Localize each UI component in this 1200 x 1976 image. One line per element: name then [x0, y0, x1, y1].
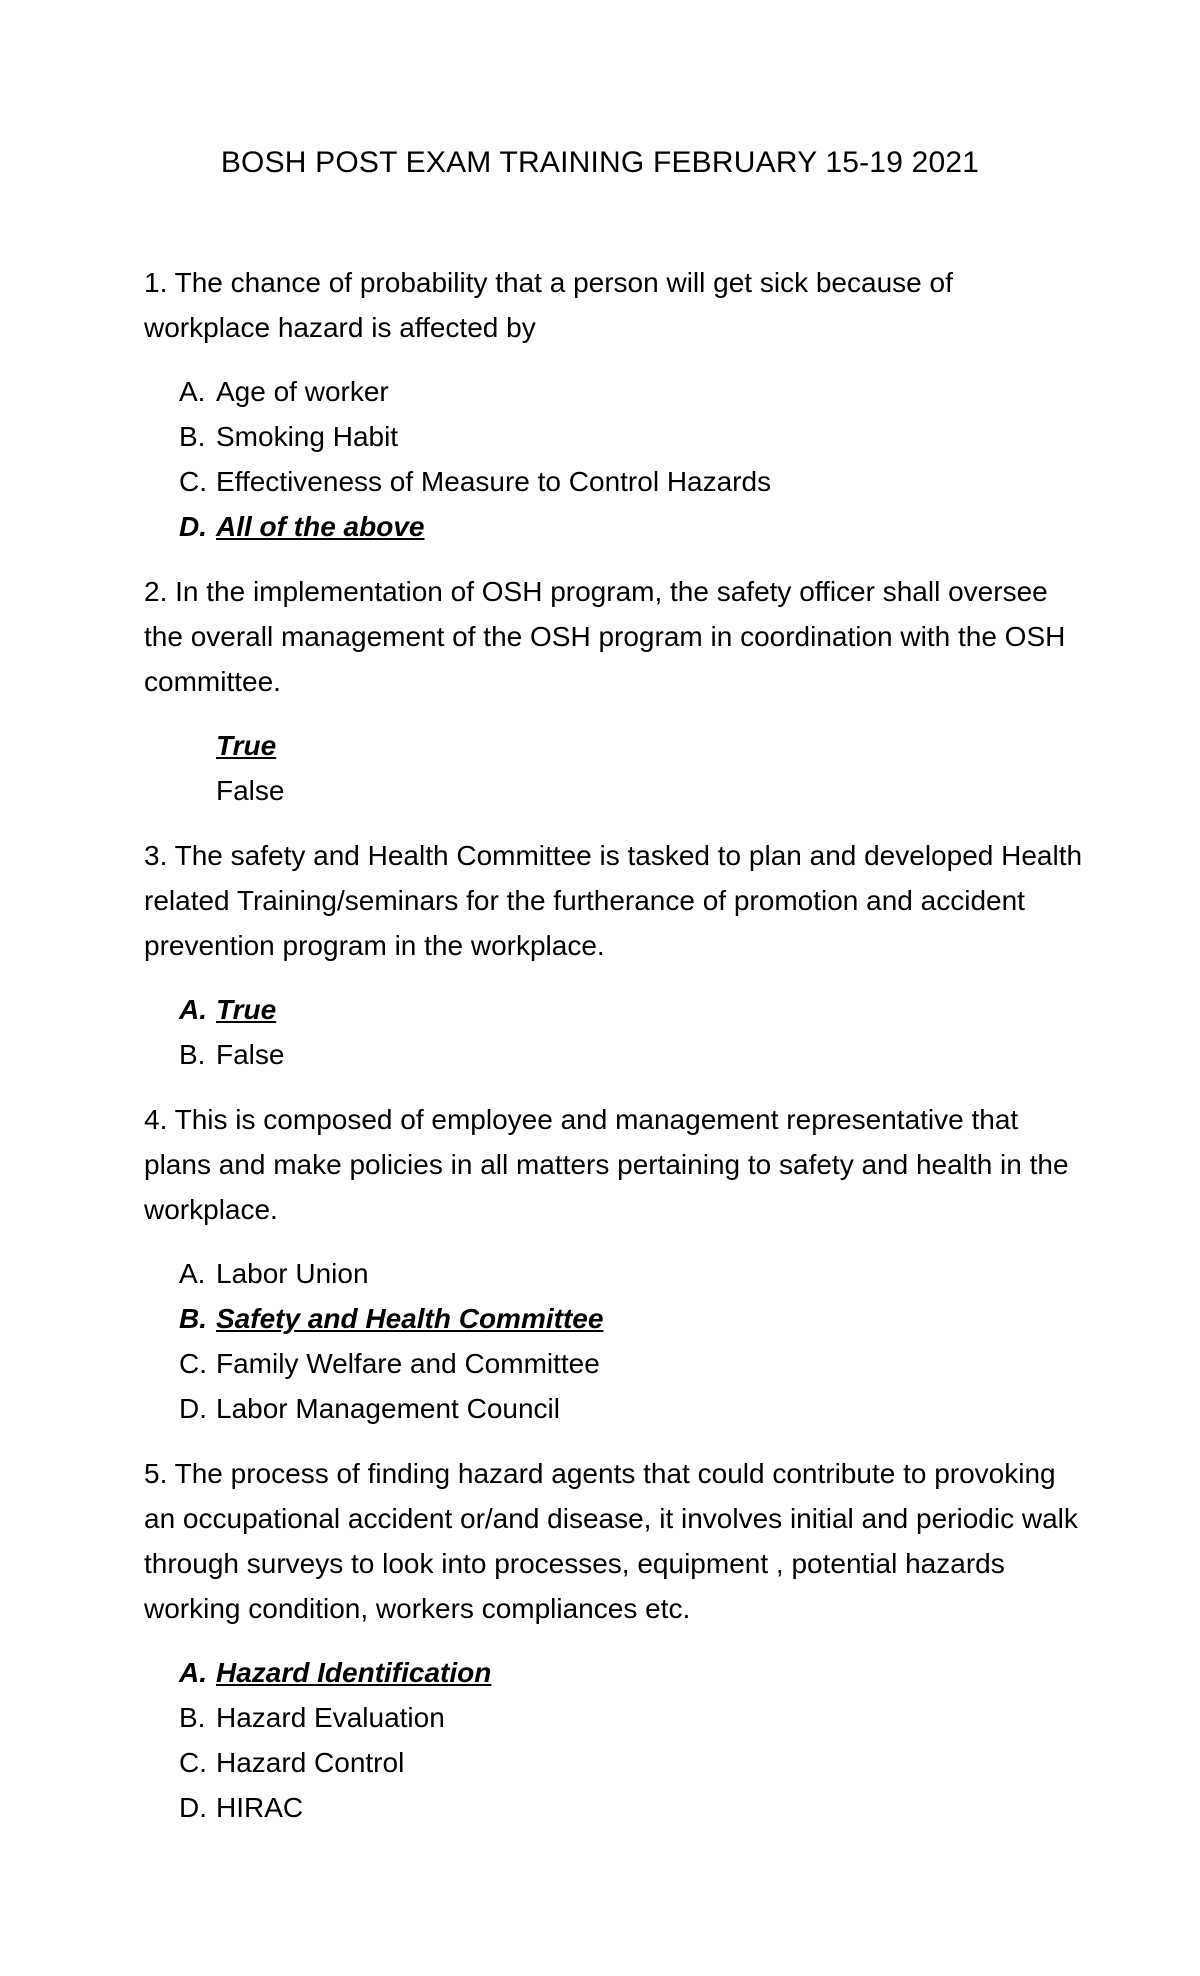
option-label: Labor Management Council — [216, 1393, 560, 1424]
option-letter: D. — [179, 511, 207, 542]
answer-options — [144, 723, 1084, 813]
option-letter: A. — [179, 1657, 207, 1688]
question-4 — [144, 1097, 1084, 1431]
option-letter: B. — [179, 1039, 206, 1070]
option-label: Labor Union — [216, 1258, 369, 1289]
question-3 — [144, 833, 1084, 1077]
option-label: True — [216, 730, 277, 761]
option-letter: C. — [179, 1747, 207, 1778]
option-letter: A. — [179, 376, 206, 407]
answer-options — [144, 1251, 1084, 1431]
option-label: True — [216, 994, 277, 1025]
option-letter: D. — [179, 1393, 207, 1424]
option-a — [144, 369, 1084, 414]
option-label: Age of worker — [216, 376, 389, 407]
option-c — [144, 1740, 1084, 1785]
answer-options — [144, 987, 1084, 1077]
question-text: 2. In the implementation of OSH program, the safety officer shall oversee the overall management of the OSH program in coordination with the OSH committee. — [144, 576, 1066, 697]
option-letter: C. — [179, 1348, 207, 1379]
answer-options — [144, 369, 1084, 549]
option-c — [144, 459, 1084, 504]
page-title: BOSH POST EXAM TRAINING FEBRUARY 15-19 2021 — [220, 146, 980, 179]
option-label: Effectiveness of Measure to Control Hazards — [216, 466, 772, 497]
option-b-correct-answer — [144, 1296, 1084, 1341]
option-label: HIRAC — [216, 1792, 304, 1823]
question-2 — [144, 569, 1084, 813]
option-label: Hazard Control — [216, 1747, 405, 1778]
option-label: False — [216, 1039, 285, 1070]
option-a-correct-answer — [144, 987, 1084, 1032]
answer-options — [144, 1650, 1084, 1830]
option-a-correct-answer — [144, 1650, 1084, 1695]
option-label: Family Welfare and Committee — [216, 1348, 600, 1379]
option-label: All of the above — [216, 511, 425, 542]
question-text: 4. This is composed of employee and management representative that plans and make policies in all matters pertaining to safety and health in the workplace. — [144, 1104, 1069, 1225]
option-letter: D. — [179, 1792, 207, 1823]
option-label: False — [216, 775, 285, 806]
option-d — [144, 1785, 1084, 1830]
question-text: 5. The process of finding hazard agents that could contribute to provoking an occupational accident or/and disease, it involves initial and periodic walk through surveys to look into processes, equipment , potential hazards working condition, workers compliances etc. — [144, 1458, 1078, 1624]
option-letter: B. — [179, 1303, 207, 1334]
option-b — [144, 1032, 1084, 1077]
option-letter: C. — [179, 466, 207, 497]
option-b — [144, 414, 1084, 459]
question-1 — [144, 260, 1084, 549]
option-d — [144, 1386, 1084, 1431]
option-label: Safety and Health Committee — [216, 1303, 604, 1334]
option-c — [144, 1341, 1084, 1386]
question-list — [144, 260, 1084, 1850]
option-d-correct-answer — [144, 504, 1084, 549]
option-true-correct-answer — [144, 723, 1084, 768]
option-letter: A. — [179, 994, 207, 1025]
option-label: Hazard Evaluation — [216, 1702, 445, 1733]
option-false — [144, 768, 1084, 813]
option-letter: B. — [179, 421, 206, 452]
question-text: 3. The safety and Health Committee is tasked to plan and developed Health related Training/seminars for the furtherance of promotion and accident prevention program in the workplace. — [144, 840, 1083, 961]
question-text: 1. The chance of probability that a person will get sick because of workplace hazard is affected by — [144, 267, 953, 343]
option-label: Hazard Identification — [216, 1657, 492, 1688]
option-letter: A. — [179, 1258, 206, 1289]
option-a — [144, 1251, 1084, 1296]
option-letter: B. — [179, 1702, 206, 1733]
question-5 — [144, 1451, 1084, 1830]
option-label: Smoking Habit — [216, 421, 399, 452]
option-b — [144, 1695, 1084, 1740]
